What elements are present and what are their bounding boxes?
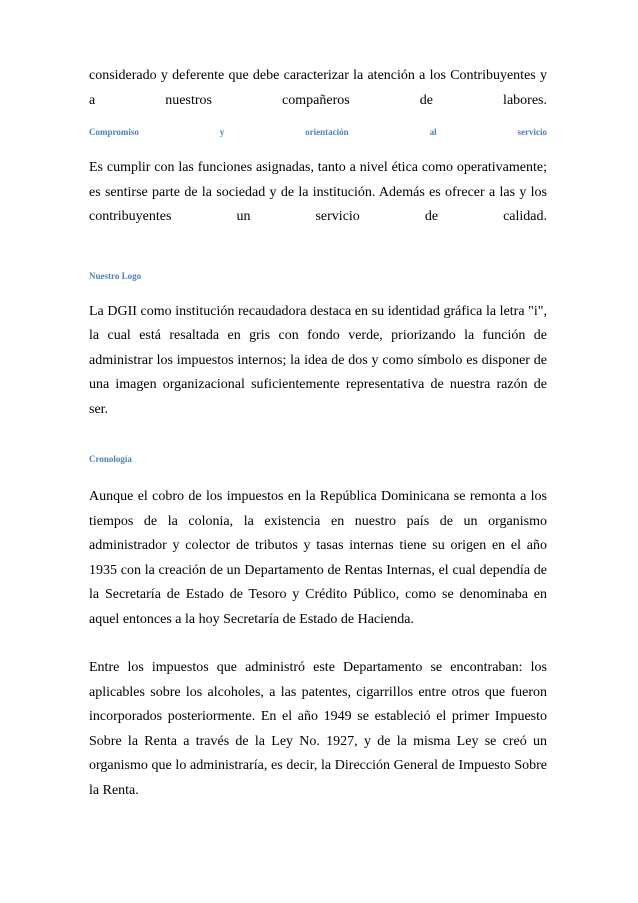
cronologia-paragraph-1: Aunque el cobro de los impuestos en la República Dominicana se remonta a los tiempos de la colonia, la existencia en nuestro país de un organismo administrador y colector de tributos y tasas internas tiene su origen en el año 1935 con la creación de un Departamento de Rentas Internas, el cual dependía de la Secretaría de Estado de Tesoro y Crédito Público, como se denominaba en aquel entonces a la hoy Secretaría de Estado de Hacienda.	[89, 489, 547, 627]
document-page	[89, 62, 547, 803]
cronologia-paragraph-2: Entre los impuestos que administró este Departamento se encontraban: los aplicables sobre los alcoholes, a las patentes, cigarrillos entre otros que fueron incorporados posteriormente. En el año 1949 se estableció el primer Impuesto Sobre la Renta a través de la Ley No. 1927, y de la misma Ley se creó un organismo que lo administraría, es decir, la Dirección General de Impuesto Sobre la Renta.	[89, 660, 547, 798]
logo-paragraph: La DGII como institución recaudadora destaca en su identidad gráfica la letra "i", la cual está resaltada en gris con fondo verde, priorizando la función de administrar los impuestos internos; la idea de dos y como símbolo es disponer de una imagen organizacional suficientemente representativa de nuestra razón de ser.	[89, 303, 547, 417]
logo-heading: Nuestro Logo	[89, 270, 142, 281]
intro-paragraph: considerado y deferente que debe caracterizar la atención a los Contribuyentes y a nuestros compañeros de labores.	[89, 68, 547, 108]
cronologia-heading: Cronología	[89, 454, 132, 464]
compromiso-heading: Compromiso y orientación al servicio	[89, 127, 547, 137]
compromiso-paragraph: Es cumplir con las funciones asignadas, tanto a nivel ética como operativamente; es sentirse parte de la sociedad y de la institución. Además es ofrecer a las y los contribuyentes un servicio de calidad.	[89, 160, 547, 224]
